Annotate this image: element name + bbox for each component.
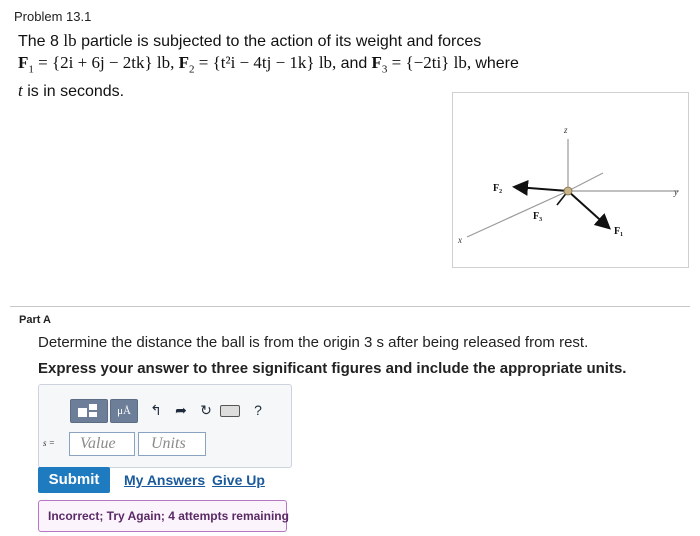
- force-3-label: F: [371, 53, 382, 72]
- guide-line: [568, 173, 603, 191]
- force-1-figure-label: F₁: [614, 226, 624, 237]
- reset-icon[interactable]: ↻: [200, 402, 212, 418]
- force-2-figure-label: F₂: [493, 183, 503, 194]
- keyboard-icon[interactable]: [220, 405, 240, 417]
- force-3-value: = {−2ti} lb,: [391, 53, 472, 72]
- section-divider: [10, 306, 690, 307]
- units-input[interactable]: Units: [138, 432, 206, 456]
- force-3-subscript: 3: [381, 63, 388, 76]
- time-variable: t: [18, 81, 23, 101]
- problem-line-1: [18, 30, 688, 52]
- force-3-figure-label: F₃: [533, 211, 543, 222]
- my-answers-link[interactable]: My Answers: [124, 472, 206, 488]
- question-text: Determine the distance the ball is from the origin 3 s after being released from rest.: [38, 334, 589, 351]
- force-2-subscript: 2: [189, 63, 195, 76]
- force-1-arrow: [568, 191, 608, 227]
- template-icon: [78, 408, 87, 417]
- x-axis-label: x: [458, 235, 462, 245]
- template-icon-part: [89, 404, 97, 410]
- give-up-link[interactable]: Give Up: [212, 472, 265, 488]
- math-toolbar: [70, 399, 268, 421]
- weight-unit: lb: [63, 31, 77, 50]
- x-axis: [467, 191, 568, 237]
- part-label: Part A: [19, 314, 51, 326]
- answer-variable-label: s =: [43, 438, 55, 448]
- particle: [564, 187, 572, 195]
- units-button[interactable]: μÅ: [110, 399, 138, 423]
- force-2-arrow: [516, 187, 568, 191]
- answer-instructions: Express your answer to three significant figures and include the appropriate units.: [38, 360, 627, 377]
- help-icon[interactable]: ?: [254, 402, 262, 418]
- template-icon-part: [89, 412, 97, 417]
- force-2-value: = {t²i − 4tj − 1k} lb,: [198, 53, 337, 72]
- feedback-message: Incorrect; Try Again; 4 attempts remaining: [48, 509, 289, 523]
- feedback-box: [38, 500, 287, 532]
- force-1-value: = {2i + 6j − 2tk} lb,: [38, 53, 175, 72]
- force-diagram: [452, 92, 689, 268]
- seconds-text: is in seconds.: [27, 83, 125, 101]
- problem-title: Problem 13.1: [14, 9, 92, 24]
- problem-line-2: [18, 52, 688, 80]
- z-axis-label: z: [564, 125, 568, 135]
- and-text: and: [340, 55, 368, 72]
- answer-panel: [38, 384, 292, 468]
- force-2-label: F: [178, 53, 190, 72]
- undo-icon[interactable]: ↰: [150, 402, 162, 418]
- submit-button[interactable]: Submit: [38, 467, 110, 493]
- intro-text: The 8: [18, 33, 59, 50]
- redo-icon[interactable]: ➦: [175, 402, 187, 418]
- templates-button[interactable]: [70, 399, 108, 423]
- force-1-subscript: 1: [28, 63, 34, 76]
- value-input[interactable]: Value: [69, 432, 135, 456]
- force-diagram-svg: [453, 93, 688, 267]
- y-axis-label: y: [674, 187, 678, 197]
- intro-text-2: particle is subjected to the action of its weight and forces: [81, 33, 482, 50]
- where-text: where: [475, 55, 519, 72]
- force-1-label: F: [18, 53, 29, 72]
